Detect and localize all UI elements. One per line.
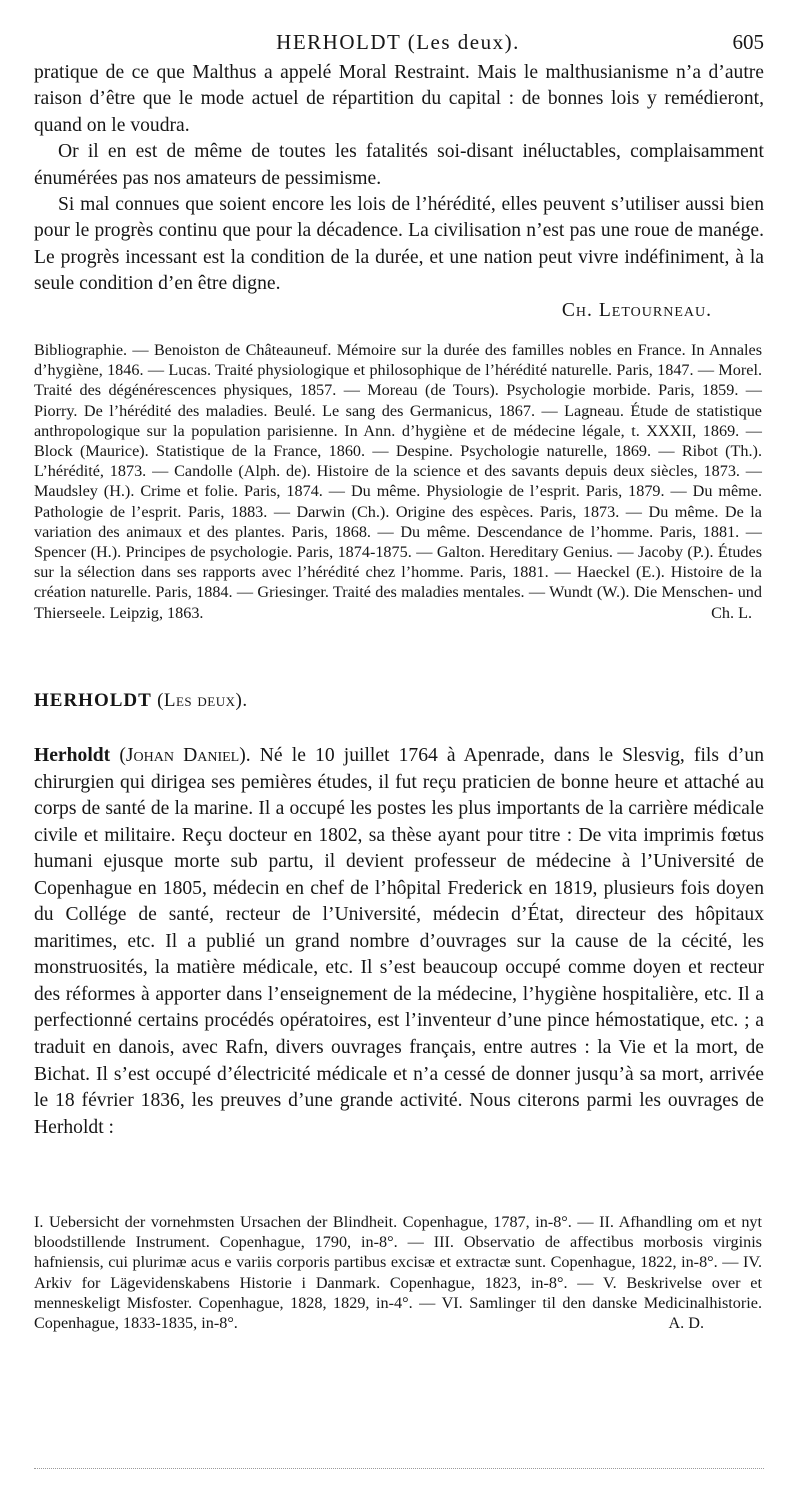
paragraph: Si mal connues que soient encore les lois de l’hérédité, elles peuvent s’utiliser aussi bien pour le progrès continu que pour la décadence. La civilisation n’est pas une roue de manége. Le progrès incessant est la condition de la durée, et une nation peut vivre indéfiniment, à la seule condition d’en être digne. bbox=[34, 194, 764, 295]
running-head bbox=[32, 30, 764, 58]
works-signature: A. D. bbox=[668, 1314, 704, 1333]
paragraph: pratique de ce que Malthus a appelé Moral Restraint. Mais le malthusianisme n’a d’autre raison d’être que le mode actuel de répartition du capital : de bonnes lois y remédieront, quand on le voudra. bbox=[34, 62, 764, 136]
running-head-title: HERHOLDT (Les deux). bbox=[276, 30, 520, 54]
section-heading bbox=[34, 690, 248, 712]
page-number: 605 bbox=[732, 30, 764, 54]
paragraph: Or il en est de même de toutes les fatalités soi-disant inéluctables, complaisamment énumérées pas nos amateurs de pessimisme. bbox=[34, 141, 764, 189]
page-bottom-rule bbox=[34, 1468, 764, 1471]
works-text: I. Uebersicht der vornehmsten Ursachen der Blindheit. Copenhague, 1787, in-8°. — II. Afhandling om et nyt bloodstillende Instrument. Copenhague, 1790, in-8°. — III. Observatio de affectibus morbosis virginis hafniensis, cui plurimæ acus e variis corporis partibus excisæ et extractæ sunt. Copenhague, 1822, in-8°. — IV. Arkiv for Lägevidenskabens Historie i Danmark. Copenhague, 1823, in-8°. — V. Beskrivelse over et menneskeligt Misfoster. Copenhague, 1828, 1829, in-4°. — VI. Samlinger til den danske Medicinalhistorie. Copenhague, 1833-1835, in-8°. bbox=[34, 1213, 762, 1333]
section-heading-rest: (Les deux). bbox=[157, 690, 248, 711]
biography-name: Herholdt bbox=[34, 745, 111, 766]
works-list bbox=[34, 1212, 762, 1333]
section-heading-name: HERHOLDT bbox=[34, 690, 152, 711]
bibliography-signature: Ch. L. bbox=[711, 603, 752, 622]
article-signature: Ch. Letourneau. bbox=[561, 299, 712, 321]
biography-text: Né le 10 juillet 1764 à Apenrade, dans le Slesvig, fils d’un chirurgien qui dirigea ses pemières études, il fut reçu praticien de bonne heure et attaché au corps de santé de la marine. Il a occupé les postes les plus importants de la carrière médicale civile et militaire. Reçu docteur en 1802, sa thèse ayant pour titre : De vita imprimis fœtus humani ejusque morte sub partu, il devient professeur de médecine à l’Université de Copenhague en 1805, médecin en chef de l’hôpital Frederick en 1819, plusieurs fois doyen du Collége de santé, recteur de l’Université, médecin d’État, directeur des hôpitaux maritimes, etc. Il a publié un grand nombre d’ouvrages sur la cause de la cécité, les monstruosités, la matière médicale, etc. Il s’est beaucoup occupé comme doyen et recteur des réformes à apporter dans l’enseignement de la médecine, l’hygiène hospitalière, etc. Il a perfectionné certains procédés opératoires, est l’inventeur d’une pince hémostatique, etc. ; a traduit en danois, avec Rafn, divers ouvrages français, entre autres : la Vie et la mort, de Bichat. Il s’est occupé d’électricité médicale et n’a cessé de donner jusqu’à sa mort, arrivée le 18 février 1836, les preuves d’une grande activité. Nous citerons parmi les ouvrages de Herholdt : bbox=[34, 745, 764, 1138]
biography-name-rest: (Johan Daniel). bbox=[119, 745, 251, 766]
bibliography bbox=[34, 340, 762, 623]
bibliography-text: Bibliographie. — Benoiston de Châteauneuf. Mémoire sur la durée des familles nobles en France. In Annales d’hygiène, 1846. — Lucas. Traité physiologique et philosophique de l’hérédité naturelle. Paris, 1847. — Morel. Traité des dégénérescences physiques, 1857. — Moreau (de Tours). Psychologie morbide. Paris, 1859. — Piorry. De l’hérédité des maladies. Beulé. Le sang des Germanicus, 1867. — Lagneau. Étude de statistique anthropologique sur la population parisienne. In Ann. d’hygiène et de médecine légale, t. XXXII, 1869. — Block (Maurice). Statistique de la France, 1860. — Despine. Psychologie naturelle, 1869. — Ribot (Th.). L’hérédité, 1873. — Candolle (Alph. de). Histoire de la science et des savants depuis deux siècles, 1873. — Maudsley (H.). Crime et folie. Paris, 1874. — Du même. Physiologie de l’esprit. Paris, 1879. — Du même. Pathologie de l’esprit. Paris, 1883. — Darwin (Ch.). Origine des espèces. Paris, 1873. — Du même. De la variation des animaux et des plantes. Paris, 1868. — Du même. Descendance de l’homme. Paris, 1881. — Spencer (H.). Principes de psychologie. Paris, 1874-1875. — Galton. Hereditary Genius. — Jacoby (P.). Études sur la sélection dans ses rapports avec l’hérédité chez l’homme. Paris, 1881. — Haeckel (E.). Histoire de la création naturelle. Paris, 1884. — Griesinger. Traité des maladies mentales. — Wundt (W.). Die Menschen- und Thierseele. Leipzig, 1863. bbox=[34, 341, 762, 622]
biography bbox=[34, 743, 764, 1141]
previous-article-text bbox=[34, 60, 764, 324]
